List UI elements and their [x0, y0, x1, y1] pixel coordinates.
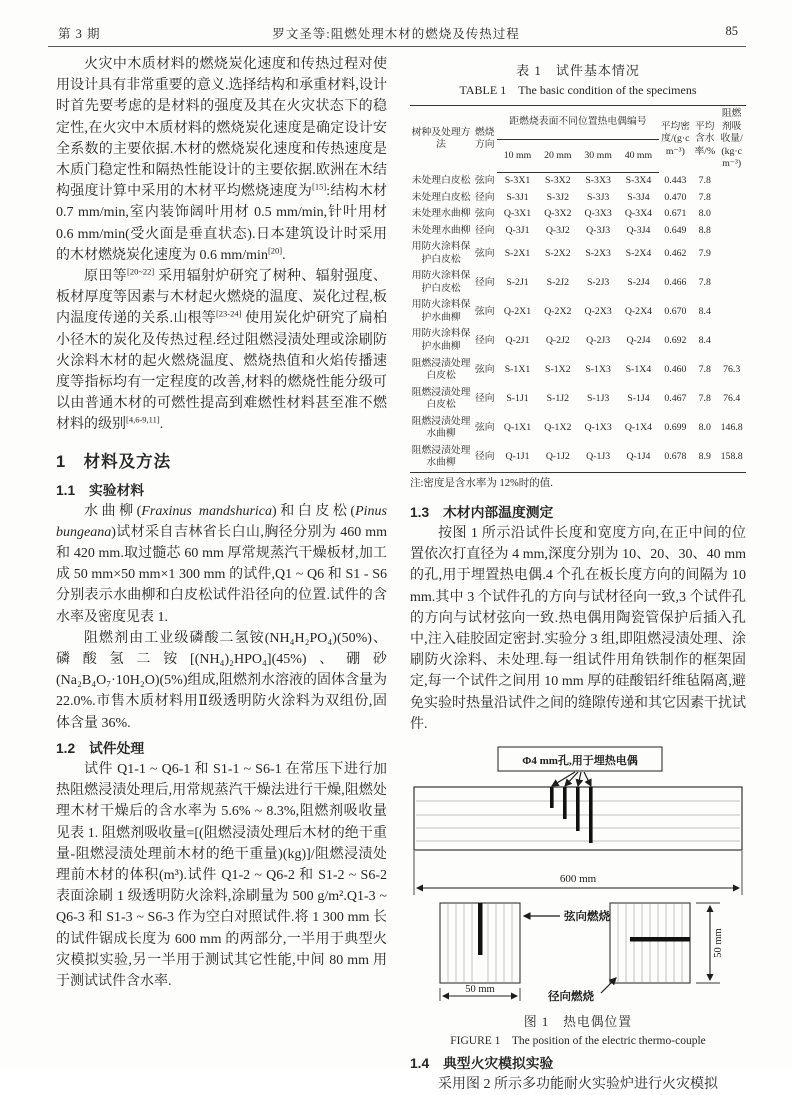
table-1-header-10mm: 10 mm: [497, 139, 537, 173]
absorption-cell: [717, 297, 746, 326]
table-row: [410, 356, 746, 385]
tc-30mm-cell: Q-3J3: [586, 224, 611, 236]
tc-20mm-cell: Q-3J2: [545, 224, 570, 236]
density-cell: 0.678: [664, 450, 687, 462]
table-row: [410, 268, 746, 297]
right-column: [410, 60, 746, 1095]
table-1-header-40mm: 40 mm: [618, 139, 658, 173]
density-cell: 0.470: [664, 191, 687, 203]
table-row: [410, 239, 746, 268]
moisture-cell: 8.8: [698, 224, 711, 236]
table-row: [410, 414, 746, 443]
table-1-header-density: 平均密度/(g·cm⁻³): [660, 120, 691, 157]
table-row: [410, 173, 746, 190]
tc-40mm-cell: Q-3X4: [624, 208, 653, 220]
journal-issue: 第 3 期: [58, 27, 101, 41]
species-cell: 用防火涂料保护白皮松: [411, 270, 471, 294]
section-1-1-heading: 1.1 实验材料: [56, 482, 145, 498]
density-cell: 0.699: [664, 421, 687, 433]
direction-cell: 弦向: [474, 174, 495, 186]
table-1-header-20mm: 20 mm: [538, 139, 578, 173]
tc-40mm-cell: S-2X4: [625, 247, 652, 259]
section-1-3-heading: 1.3 木材内部温度测定: [410, 504, 554, 520]
table-1-header-absorption: 阻燃剂吸收量/(kg·cm⁻³): [720, 108, 743, 170]
tc-10mm-cell: S-2J1: [506, 276, 529, 288]
density-cell: 0.692: [664, 334, 687, 346]
tc-40mm-cell: S-1X4: [625, 363, 652, 375]
hole-pointer-arrows: [552, 772, 591, 786]
direction-cell: 径向: [474, 276, 495, 288]
tc-30mm-cell: S-3J3: [586, 191, 610, 203]
species-cell: 阻燃浸渍处理白皮松: [411, 386, 471, 411]
figure-1-caption-zh: 图 1 热电偶位置: [523, 1014, 633, 1029]
tc-40mm-cell: Q-1X4: [624, 421, 653, 433]
moisture-cell: 8.4: [698, 305, 711, 317]
section-1-heading: 1 材料及方法: [56, 452, 172, 471]
section-1-4-heading: 1.4 典型火灾模拟实验: [410, 1055, 554, 1071]
tc-30mm-cell: Q-1J3: [586, 450, 611, 462]
related-work-paragraph: 原田等[20~22] 采用辐射炉研究了树种、辐射强度、板材厚度等因素与木材起火燃烧的温度、炭化过程,板内温度传递的关系.山根等[23-24] 使用炭化炉研究了扁柏小径木的炭化及传热过程.经过阻燃浸渍处理或涂刷防火涂料木材的起火燃烧温度、燃烧热值和火焰传播速度等指标均有一定程度的改善,材料的燃烧性能分级可以由普通木材的可燃性提高到难燃性材料甚至准不燃材料的级别[4,6-9,11].: [56, 266, 388, 433]
species-cell: 未处理水曲柳: [411, 224, 471, 236]
table-row: [410, 297, 746, 326]
table-1-header-30mm: 30 mm: [578, 139, 618, 173]
tc-40mm-cell: Q-1J4: [626, 450, 651, 462]
density-cell: 0.462: [664, 247, 687, 259]
dim-600-label: 600 mm: [559, 872, 597, 885]
tc-30mm-cell: Q-2J3: [586, 334, 611, 346]
moisture-cell: 7.8: [698, 392, 711, 404]
species-cell: 阻燃浸渍处理水曲柳: [411, 415, 471, 440]
moisture-cell: 8.0: [698, 208, 711, 220]
table-row: [410, 206, 746, 223]
dim-50-right-label: 50 mm: [713, 928, 724, 958]
tc-10mm-cell: Q-3J1: [505, 224, 530, 236]
tc-20mm-cell: S-1J2: [546, 392, 569, 404]
tc-20mm-cell: S-1X2: [545, 363, 571, 375]
species-cell: 用防火涂料保护水曲柳: [411, 328, 471, 352]
table-1-header-thermocouple-group: 距燃烧表面不同位置热电偶编号: [497, 106, 658, 140]
density-cell: 0.443: [664, 174, 687, 186]
direction-cell: 径向: [474, 191, 495, 203]
moisture-cell: 7.8: [698, 276, 711, 288]
chordwise-label: 弦向燃烧: [564, 910, 610, 923]
absorption-cell: 76.3: [723, 363, 741, 375]
intro-paragraph: 火灾中木质材料的燃烧炭化速度和传热过程对使用设计具有非常重要的意义.选择结构和承重材料,设计时首先要考虑的是材料的强度及其在火灾状态下的稳定性,在火灾中木质材料的燃烧炭化速度是确定设计安全系数的主要依据.木材的燃烧炭化速度和传热速度是木质门稳定性和隔热性能设计的主要依据.欧洲在木结构强度计算中采用的木材平均燃烧速度为[15]:结构木材 0.7 mm/min,室内装饰阔叶用材 0.5 mm/min,针叶用材 0.6 mm/min(受火面是垂直状态).日本建筑设计时采用的木材燃烧炭化速度为 0.6 mm/min[20].: [56, 57, 388, 263]
species-cell: 阻燃浸渍处理白皮松: [411, 357, 471, 382]
species-cell: 未处理白皮松: [411, 191, 471, 203]
direction-cell: 径向: [474, 334, 495, 346]
density-cell: 0.460: [664, 363, 687, 375]
absorption-cell: [717, 206, 746, 223]
direction-cell: 弦向: [474, 247, 495, 259]
tc-30mm-cell: S-3X3: [585, 175, 611, 187]
species-cell: 未处理白皮松: [411, 174, 471, 186]
table-row: [410, 326, 746, 355]
fire-simulation-paragraph: 采用图 2 所示多功能耐火实验炉进行火灾模拟: [438, 1076, 718, 1092]
tc-30mm-cell: S-2X3: [585, 247, 611, 259]
tc-40mm-cell: Q-2J4: [626, 334, 651, 346]
table-1-caption-zh: 表 1 试件基本情况: [516, 63, 640, 78]
species-cell: 阻燃浸渍处理水曲柳: [411, 444, 471, 469]
materials-paragraph: 水曲柳(Fraxinus mandshurica)和白皮松(Pinus bungeana)试材采自吉林省长白山,胸径分别为 460 mm 和 420 mm.取过髓芯 60 mm 厚常规蒸汽干燥板材,加工成 50 mm×50 mm×1 300 mm 的试件,Q1 ~ Q6 和 S1 - S6 分别表示水曲柳和白皮松试件沿径向的位置.试件的含水率及密度见表 1.: [56, 503, 387, 625]
tc-40mm-cell: Q-3J4: [626, 224, 651, 236]
tc-20mm-cell: Q-2X2: [544, 305, 572, 317]
tc-20mm-cell: S-2X2: [545, 247, 571, 259]
absorption-cell: 146.8: [720, 421, 743, 433]
direction-cell: 弦向: [474, 208, 495, 220]
internal-temperature-paragraph: 按图 1 所示沿试件长度和宽度方向,在正中间的位置依次打直径为 4 mm,深度分别为 10、20、30、40 mm 的孔,用于埋置热电偶.4 个孔在板长度方向的间隔为 10 mm.其中 3 个试件孔的方向与试材径向一致,3 个试件孔的方向与试材弦向一致.热电偶用陶瓷管保护后插入孔中,注入硅胶固定密封.实验分 3 组,即阻燃浸渍处理、涂刷防火涂料、未处理.每一组试件用角铁制作的框架固定,每一个试件之间用 10 mm 厚的硅酸铝纤维毡隔离,避免实验时热量沿试件之间的缝隙传递和其它因素干扰试件.: [410, 525, 746, 732]
absorption-cell: [717, 239, 746, 268]
chordwise-hole-bar: [478, 903, 483, 955]
tc-30mm-cell: Q-1X3: [584, 421, 612, 433]
tc-30mm-cell: S-1J3: [586, 392, 610, 404]
tc-10mm-cell: S-1J1: [506, 392, 529, 404]
table-1: [410, 105, 746, 473]
tc-10mm-cell: Q-1J1: [505, 450, 530, 462]
direction-cell: 弦向: [474, 363, 495, 375]
tc-20mm-cell: S-3J2: [546, 191, 569, 203]
table-1-caption-en: TABLE 1 The basic condition of the specimens: [459, 83, 697, 97]
header-rule: [48, 46, 746, 47]
moisture-cell: 7.8: [698, 174, 711, 186]
absorption-cell: 158.8: [720, 450, 743, 462]
thermocouple-position-diagram: [410, 745, 746, 1007]
page-number: 85: [725, 24, 738, 38]
tc-30mm-cell: Q-3X3: [584, 208, 612, 220]
specimen-treatment-paragraph: 试件 Q1-1 ~ Q6-1 和 S1-1 ~ S6-1 在常压下进行加热阻燃浸渍处理后,用常规蒸汽干燥法进行干燥,阻燃处理木材干燥后的含水率为 5.6% ~ 8.3%,阻燃剂吸收量见表 1. 阻燃剂吸收量=[(阻燃浸渍处理后木材的绝干重量-阻燃浸渍处理前木材的绝干重量)(kg)]/阻燃浸渍处理前木材的体积(m³).试件 Q1-2 ~ Q6-2 和 S1-2 ~ S6-2 表面涂刷 1 级透明防火涂料,涂刷量为 500 g/m².Q1-3 ~ Q6-3 和 S1-3 ~ S6-3 作为空白对照试件.将 1 300 mm 长的试件锯成长度为 600 mm 的两部分,一半用于典型火灾模拟实验,另一半用于测试其它性能,中间 80 mm 用于测试试件含水率.: [56, 761, 387, 989]
absorption-cell: [717, 190, 746, 207]
tc-10mm-cell: S-1X1: [504, 363, 531, 375]
table-1-header-moisture: 平均含水率/%: [694, 120, 716, 157]
figure-1-caption-en: FIGURE 1 The position of the electric thermo-couple: [450, 1034, 706, 1047]
figure-1: [410, 745, 746, 1007]
direction-cell: 径向: [474, 224, 495, 236]
tc-30mm-cell: Q-2X3: [584, 305, 612, 317]
table-row: [410, 385, 746, 414]
radial-hole-bar: [630, 937, 690, 942]
tc-40mm-cell: S-2J4: [627, 276, 650, 288]
moisture-cell: 7.8: [698, 363, 711, 375]
table-1-header-species: 树种及处理方法: [411, 126, 471, 151]
density-cell: 0.466: [664, 276, 687, 288]
absorption-cell: 76.4: [723, 392, 741, 404]
species-cell: 未处理水曲柳: [411, 208, 471, 220]
tc-10mm-cell: S-3J1: [506, 191, 529, 203]
moisture-cell: 8.0: [698, 421, 711, 433]
tc-10mm-cell: S-3X1: [504, 175, 531, 187]
direction-cell: 径向: [474, 392, 495, 404]
tc-10mm-cell: S-2X1: [504, 247, 531, 259]
running-title: 罗文圣等:阻燃处理木材的燃烧及传热过程: [272, 27, 520, 41]
tc-20mm-cell: Q-1X2: [544, 421, 572, 433]
absorption-cell: [717, 223, 746, 240]
left-column: [56, 54, 387, 992]
density-cell: 0.649: [664, 224, 687, 236]
density-cell: 0.670: [664, 305, 687, 317]
tc-10mm-cell: Q-1X1: [503, 421, 532, 433]
hole-label: Φ4 mm孔,用于埋热电偶: [522, 754, 638, 767]
retardant-composition-paragraph: 阻燃剂由工业级磷酸二氢铵(NH₄H₂PO₄)(50%)、磷酸氢二铵[(NH₄)₂HPO₄](45%)、硼砂(Na₂B₄O₇·10H₂O)(5%)组成,阻燃剂水溶液的固体含量为 22.0%.市售木质材料用Ⅱ级透明防火涂料为双组份,固体含量 36%.: [56, 630, 387, 731]
table-row: [410, 223, 746, 240]
moisture-cell: 8.9: [698, 450, 711, 462]
moisture-cell: 8.4: [698, 334, 711, 346]
tc-40mm-cell: S-1J4: [627, 392, 650, 404]
tc-40mm-cell: Q-2X4: [624, 305, 653, 317]
absorption-cell: [717, 268, 746, 297]
tc-10mm-cell: Q-3X1: [503, 208, 532, 220]
tc-30mm-cell: S-2J3: [586, 276, 610, 288]
table-row: [410, 443, 746, 473]
table-row: [410, 190, 746, 207]
tc-20mm-cell: Q-3X2: [544, 208, 572, 220]
tc-40mm-cell: S-3X4: [625, 175, 652, 187]
table-1-note: 注:密度是含水率为 12%时的值.: [410, 477, 553, 489]
tc-30mm-cell: S-1X3: [585, 363, 611, 375]
dim-50-bottom-label: 50 mm: [465, 983, 495, 995]
table-1-header-direction: 燃烧方向: [474, 126, 495, 151]
tc-40mm-cell: S-3J4: [627, 191, 650, 203]
tc-20mm-cell: S-2J2: [546, 276, 569, 288]
radial-label: 径向燃烧: [548, 990, 594, 1003]
tc-10mm-cell: Q-2X1: [503, 305, 532, 317]
moisture-cell: 7.9: [698, 247, 711, 259]
density-cell: 0.671: [664, 208, 687, 220]
tc-20mm-cell: Q-1J2: [545, 450, 570, 462]
table1-body: [410, 173, 746, 473]
direction-cell: 弦向: [474, 305, 495, 317]
direction-cell: 弦向: [474, 421, 495, 433]
species-cell: 用防火涂料保护白皮松: [411, 241, 471, 265]
moisture-cell: 7.8: [698, 191, 711, 203]
section-1-2-heading: 1.2 试件处理: [56, 740, 145, 756]
tc-10mm-cell: Q-2J1: [505, 334, 530, 346]
tc-20mm-cell: Q-2J2: [545, 334, 570, 346]
species-cell: 用防火涂料保护水曲柳: [411, 299, 471, 323]
absorption-cell: [717, 326, 746, 355]
radial-arrow: [601, 978, 616, 993]
direction-cell: 径向: [474, 450, 495, 462]
density-cell: 0.467: [664, 392, 687, 404]
absorption-cell: [717, 173, 746, 190]
tc-20mm-cell: S-3X2: [545, 175, 571, 187]
